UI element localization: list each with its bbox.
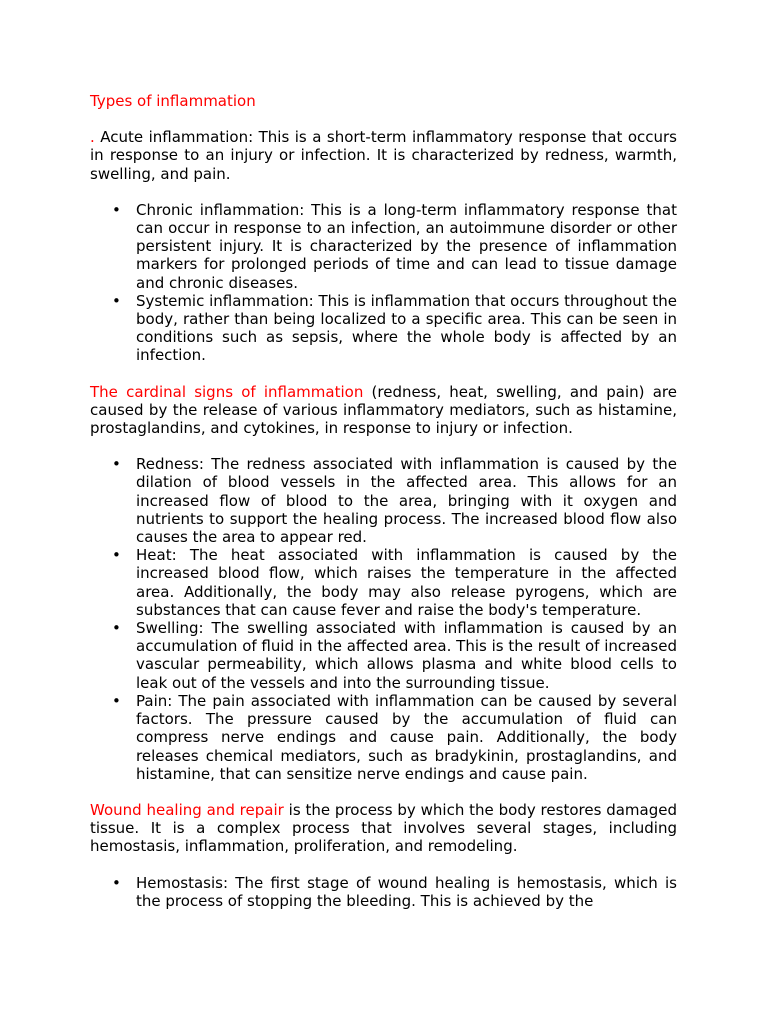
bullet-icon: • bbox=[112, 546, 121, 565]
cardinal-text: (redness, heat, swelling, and pain) are caused by the release of various inflammatory mediators, such as histamine, prostaglandins, and cytokines, in response to injury or infection. bbox=[90, 382, 677, 438]
list-item-text: Systemic inflammation: This is inflammation that occurs throughout the body, rather than being localized to a specific area. This can be seen in conditions such as sepsis, where the whole body is affected by an infection. bbox=[136, 291, 677, 365]
list-item bbox=[112, 200, 677, 292]
list-item-text: Swelling: The swelling associated with inflammation is caused by an accumulation of fluid in the affected area. This is the result of increased vascular permeability, which allows plasma and white blood cells to leak out of the vessels and into the surrounding tissue. bbox=[136, 619, 677, 692]
cardinal-paragraph bbox=[90, 383, 677, 438]
list-item bbox=[112, 455, 677, 547]
wound-list bbox=[90, 874, 677, 910]
types-list bbox=[90, 201, 677, 365]
wound-text: is the process by which the body restores damaged tissue. It is a complex process that involves several stages, including hemostasis, inflammation, proliferation, and remodeling. bbox=[90, 800, 678, 856]
section-title-types: Types of inflammation bbox=[90, 92, 256, 110]
cardinal-heading: The cardinal signs of inflammation bbox=[90, 382, 364, 401]
list-item-text: Hemostasis: The first stage of wound healing is hemostasis, which is the process of stopping the bleeding. This is achieved by the bbox=[136, 873, 677, 910]
bullet-icon: • bbox=[112, 619, 121, 638]
bullet-icon: • bbox=[112, 873, 121, 892]
signs-list bbox=[90, 455, 677, 783]
list-item bbox=[112, 619, 677, 692]
list-item-text: Heat: The heat associated with inflammation is caused by the increased blood flow, which raises the temperature in the affected area. Additionally, the body may also release pyrogens, which are substances that can cause fever and raise the body's temperature. bbox=[136, 546, 677, 619]
acute-paragraph bbox=[90, 128, 677, 183]
bullet-icon: • bbox=[112, 291, 121, 310]
list-item bbox=[112, 873, 677, 910]
bullet-icon: • bbox=[112, 455, 121, 474]
document-page bbox=[90, 92, 677, 928]
list-item-text: Redness: The redness associated with inflammation is caused by the dilation of blood vessels in the affected area. This allows for an increased flow of blood to the area, bringing with it oxygen and nutrients to support the healing process. The increased blood flow also causes the area to appear red. bbox=[136, 455, 677, 547]
list-item bbox=[112, 291, 677, 365]
acute-marker: . bbox=[90, 128, 95, 147]
list-item bbox=[112, 691, 677, 783]
list-item-text: Chronic inflammation: This is a long-term inflammatory response that can occur in response to an infection, an autoimmune disorder or other persistent injury. It is characterized by the presence of inflammation markers for prolonged periods of time and can lead to tissue damage and chronic diseases. bbox=[136, 200, 677, 292]
acute-text: Acute inflammation: This is a short-term inflammatory response that occurs in response to an injury or infection. It is characterized by redness, warmth, swelling, and pain. bbox=[90, 128, 677, 183]
list-item bbox=[112, 546, 677, 619]
wound-heading: Wound healing and repair bbox=[90, 800, 284, 819]
wound-paragraph bbox=[90, 801, 677, 856]
bullet-icon: • bbox=[112, 200, 121, 219]
bullet-icon: • bbox=[112, 691, 121, 710]
list-item-text: Pain: The pain associated with inflammation can be caused by several factors. The pressure caused by the accumulation of fluid can compress nerve endings and cause pain. Additionally, the body releases chemical mediators, such as bradykinin, prostaglandins, and histamine, that can sensitize nerve endings and cause pain. bbox=[136, 691, 677, 783]
